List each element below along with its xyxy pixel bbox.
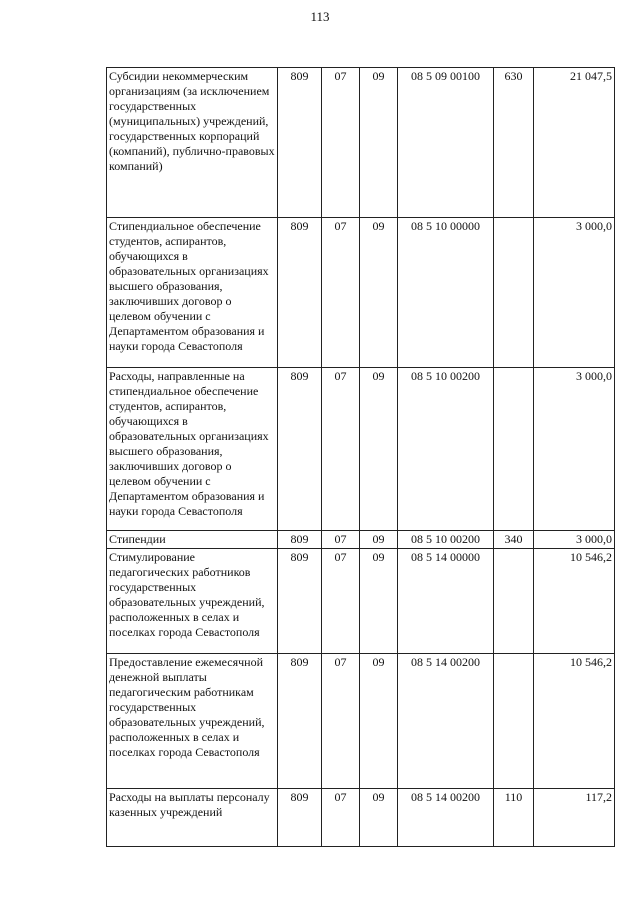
page-number: 113 [310,9,330,24]
budget-rows [107,68,615,847]
amount: 21 047,5 [534,68,615,218]
expense-type-code: 110 [494,789,534,847]
section-code: 07 [322,368,360,531]
subsection-code: 09 [360,654,398,789]
ministry-code: 809 [278,531,322,549]
row-name: Стипендиальное обеспечение студентов, аспирантов, обучающихся в образовательных организациях высшего образования, заключивших договор о целевом обучении с Департаментом образования и науки города Севастополя [107,218,278,368]
row-name: Расходы, направленные на стипендиальное обеспечение студентов, аспирантов, обучающихся в образовательных организациях высшего образования, заключивших договор о целевом обучении с Департаментом образования и науки города Севастополя [107,368,278,531]
ministry-code: 809 [278,368,322,531]
amount: 3 000,0 [534,531,615,549]
table-row [107,789,615,847]
row-name: Стимулирование педагогических работников государственных образовательных учреждений, расположенных в селах и поселках города Севастополя [107,549,278,654]
target-article-code: 08 5 10 00200 [398,531,494,549]
row-name: Субсидии некоммерческим организациям (за исключением государственных (муниципальных) учреждений, государственных корпораций (компаний), публично-правовых компаний) [107,68,278,218]
table-row [107,368,615,531]
ministry-code: 809 [278,68,322,218]
ministry-code: 809 [278,654,322,789]
table-row [107,531,615,549]
target-article-code: 08 5 10 00000 [398,218,494,368]
expense-type-code [494,368,534,531]
table-row [107,68,615,218]
section-code: 07 [322,549,360,654]
expense-type-code [494,218,534,368]
target-article-code: 08 5 14 00200 [398,789,494,847]
amount: 3 000,0 [534,368,615,531]
section-code: 07 [322,531,360,549]
subsection-code: 09 [360,789,398,847]
amount: 3 000,0 [534,218,615,368]
target-article-code: 08 5 10 00200 [398,368,494,531]
subsection-code: 09 [360,531,398,549]
subsection-code: 09 [360,368,398,531]
ministry-code: 809 [278,789,322,847]
subsection-code: 09 [360,68,398,218]
amount: 10 546,2 [534,654,615,789]
row-name: Стипендии [107,531,278,549]
row-name: Расходы на выплаты персоналу казенных учреждений [107,789,278,847]
section-code: 07 [322,68,360,218]
table-row [107,218,615,368]
table-row [107,654,615,789]
target-article-code: 08 5 09 00100 [398,68,494,218]
ministry-code: 809 [278,218,322,368]
expense-type-code [494,654,534,789]
section-code: 07 [322,218,360,368]
subsection-code: 09 [360,218,398,368]
amount: 117,2 [534,789,615,847]
expense-type-code: 630 [494,68,534,218]
expense-type-code: 340 [494,531,534,549]
section-code: 07 [322,654,360,789]
target-article-code: 08 5 14 00200 [398,654,494,789]
budget-table [106,67,615,847]
amount: 10 546,2 [534,549,615,654]
table-row [107,549,615,654]
subsection-code: 09 [360,549,398,654]
section-code: 07 [322,789,360,847]
expense-type-code [494,549,534,654]
target-article-code: 08 5 14 00000 [398,549,494,654]
row-name: Предоставление ежемесячной денежной выплаты педагогическим работникам государственных образовательных учреждений, расположенных в селах и поселках города Севастополя [107,654,278,789]
ministry-code: 809 [278,549,322,654]
